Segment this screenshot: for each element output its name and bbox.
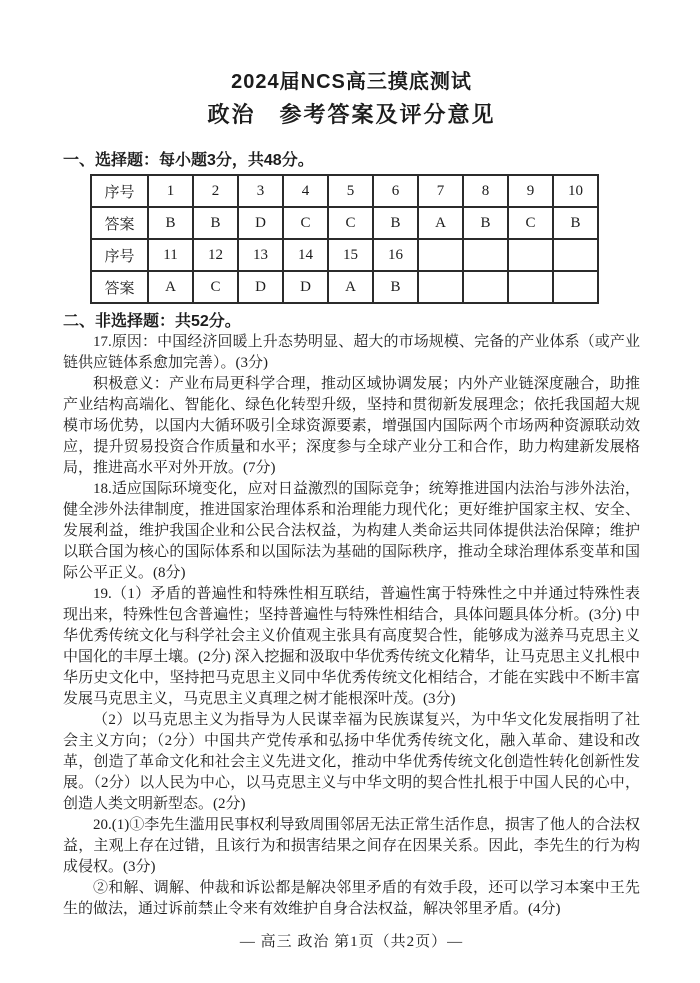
table-row <box>91 239 598 271</box>
answer-cell: 15 <box>328 239 373 271</box>
answer-paragraph: 18.适应国际环境变化，应对日益激烈的国际竞争；统筹推进国内法治与涉外法治，健全涉外法律制度，推进国家治理体系和治理能力现代化；更好维护国家主权、安全、发展利益，维护我国企业和公民合法权益，为构建人类命运共同体提供法治保障；维护以联合国为核心的国际体系和以国际法为基础的国际秩序，推动全球治理体系变革和国际公平正义。(8分) <box>63 481 640 581</box>
answer-paragraph: （2）以马克思主义为指导为人民谋幸福为民族谋复兴，为中华文化发展指明了社会主义方向；（2分）中国共产党传承和弘扬中华优秀传统文化，融入革命、建设和改革，创造了革命文化和社会主义先进文化，推动中华优秀传统文化创造性转化创新性发展。（2分）以人民为中心，以马克思主义与中华文明的契合性扎根于中国人民的心中，创造人类文明新型态。(2分) <box>63 712 640 812</box>
table-row <box>91 271 598 303</box>
answer-cell: 9 <box>508 175 553 207</box>
answer-cell: B <box>193 207 238 239</box>
answer-cell: 11 <box>148 239 193 271</box>
answer-cell: 10 <box>553 175 598 207</box>
answer-paragraph: 积极意义：产业布局更科学合理，推动区域协调发展；内外产业链深度融合，助推产业结构高端化、智能化、绿色化转型升级，坚持和贯彻新发展理念；依托我国超大规模市场优势，以国内大循环吸引全球资源要素，增强国内国际两个市场两种资源联动效应，提升贸易投资合作质量和水平；深度参与全球产业分工和合作，助力构建新发展格局，推进高水平对外开放。(7分) <box>63 376 640 476</box>
answer-cell: 12 <box>193 239 238 271</box>
answer-cell <box>553 271 598 303</box>
answer-cell: D <box>283 271 328 303</box>
answer-paragraph: 20.(1)①李先生滥用民事权利导致周围邻居无法正常生活作息，损害了他人的合法权益，主观上存在过错，且该行为和损害结果之间存在因果关系。因此，李先生的行为构成侵权。(3分) <box>63 817 640 875</box>
answer-cell: 5 <box>328 175 373 207</box>
section-1-heading: 一、选择题：每小题3分，共48分。 <box>63 152 314 169</box>
page-footer: — 高三 政治 第1页（共2页）— <box>239 934 464 950</box>
answer-cell: A <box>418 207 463 239</box>
answer-cell: B <box>148 207 193 239</box>
answer-cell: 13 <box>238 239 283 271</box>
answer-cell <box>418 239 463 271</box>
row-label-cell: 答案 <box>91 207 148 239</box>
answer-cell: D <box>238 271 283 303</box>
exam-subtitle: 政治 参考答案及评分意见 <box>207 102 496 127</box>
answer-cell: C <box>283 207 328 239</box>
answer-cell: C <box>328 207 373 239</box>
answer-cell: 7 <box>418 175 463 207</box>
answer-cell <box>463 271 508 303</box>
exam-title: 2024届NCS高三摸底测试 <box>231 71 472 93</box>
answer-cell: 2 <box>193 175 238 207</box>
answer-cell <box>553 239 598 271</box>
answer-cell: 3 <box>238 175 283 207</box>
answer-cell: B <box>373 207 418 239</box>
answer-cell: A <box>328 271 373 303</box>
answer-cell: B <box>373 271 418 303</box>
answer-cell: 8 <box>463 175 508 207</box>
answer-cell <box>418 271 463 303</box>
row-label-cell: 序号 <box>91 239 148 271</box>
answer-cell: C <box>193 271 238 303</box>
answer-paragraph: ②和解、调解、仲裁和诉讼都是解决邻里矛盾的有效手段，还可以学习本案中王先生的做法，通过诉前禁止令来有效维护自身合法权益，解决邻里矛盾。(4分) <box>63 880 640 917</box>
section-2-heading: 二、非选择题：共52分。 <box>63 313 241 330</box>
row-label-cell: 答案 <box>91 271 148 303</box>
row-label-cell: 序号 <box>91 175 148 207</box>
answer-cell <box>508 239 553 271</box>
answer-paragraph: 17.原因：中国经济回暖上升态势明显、超大的市场规模、完备的产业体系（或产业链供应链体系愈加完善）。(3分) <box>63 334 640 371</box>
table-row <box>91 207 598 239</box>
table-row <box>91 175 598 207</box>
answer-cell: B <box>553 207 598 239</box>
answer-paragraph: 19.（1）矛盾的普遍性和特殊性相互联结，普遍性寓于特殊性之中并通过特殊性表现出来，特殊性包含普遍性；坚持普遍性与特殊性相结合，具体问题具体分析。(3分) 中华优秀传统文化与科学社会主义价值观主张具有高度契合性，能够成为滋养马克思主义中国化的丰厚土壤。(2分) 深入挖掘和汲取中华优秀传统文化精华，让马克思主义扎根中华历史文化中，坚持把马克思主义同中华优秀传统文化相结合，才能在实践中不断丰富发展马克思主义，马克思主义真理之树才能根深叶茂。(3分) <box>63 586 640 707</box>
answer-cell: B <box>463 207 508 239</box>
answer-cell: 16 <box>373 239 418 271</box>
answer-cell: 1 <box>148 175 193 207</box>
answer-cell: D <box>238 207 283 239</box>
answer-table <box>90 174 599 304</box>
answer-cell: A <box>148 271 193 303</box>
answer-cell: 6 <box>373 175 418 207</box>
answer-cell: C <box>508 207 553 239</box>
answer-cell <box>463 239 508 271</box>
answer-cell <box>508 271 553 303</box>
answer-paragraphs <box>63 332 640 920</box>
answer-cell: 4 <box>283 175 328 207</box>
answer-cell: 14 <box>283 239 328 271</box>
